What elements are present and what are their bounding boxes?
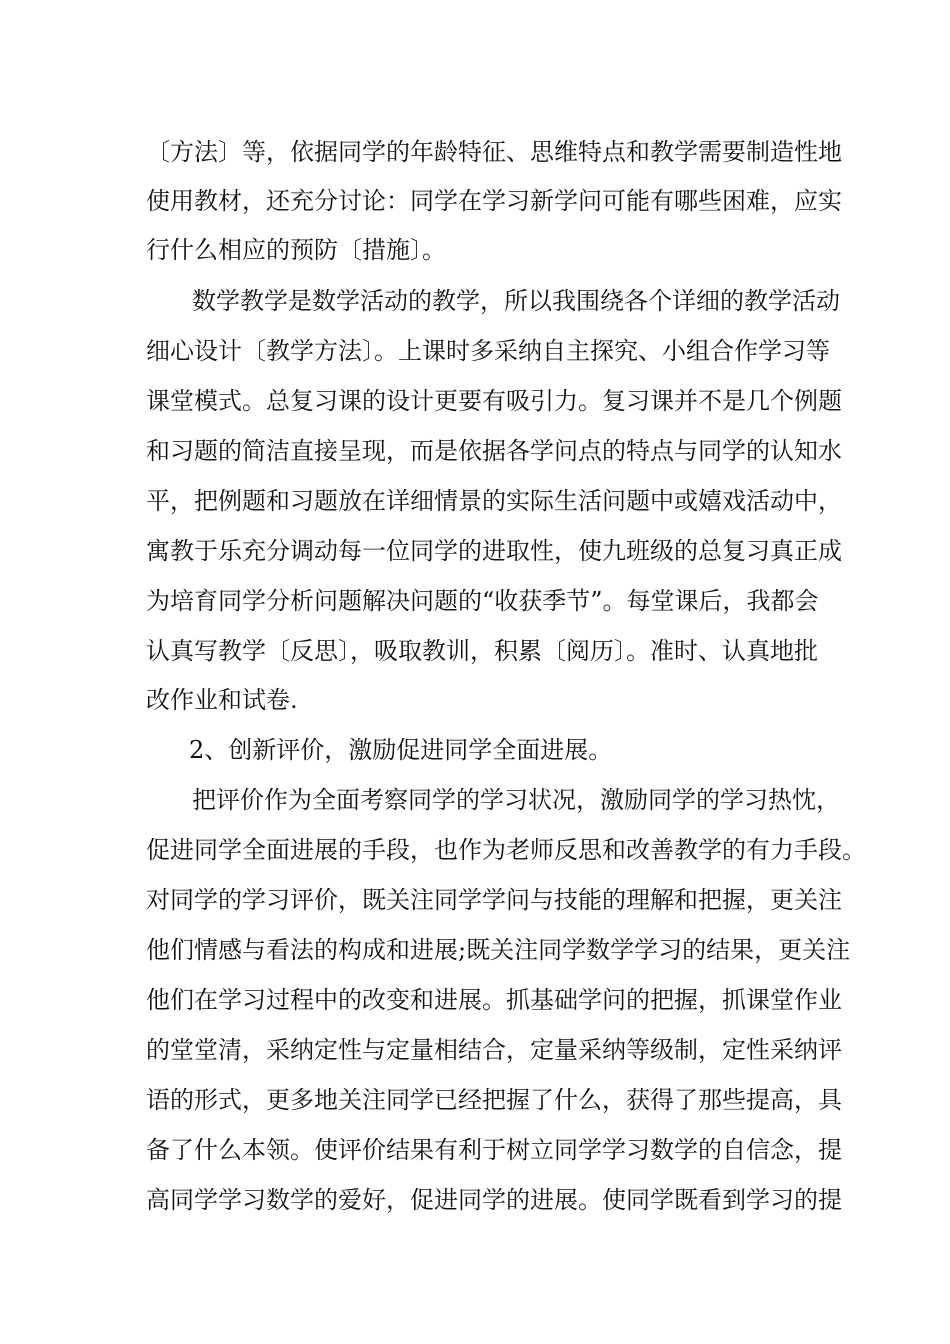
- text-line: 促进同学全面进展的手段，也作为老师反思和改善教学的有力手段。: [146, 836, 866, 864]
- text-line: 为培育同学分析问题解决问题的“收获季节”。每堂课后，我都会: [146, 587, 819, 615]
- text-line: 把评价作为全面考察同学的学习状况，激励同学的学习热忱，: [192, 786, 840, 814]
- text-line: 备了什么本领。使评价结果有利于树立同学学习数学的自信念，提: [146, 1136, 842, 1164]
- text-line: 行什么相应的预防〔措施〕。: [146, 236, 446, 264]
- text-line: 细心设计〔教学方法〕。上课时多采纳自主探究、小组合作学习等: [146, 337, 830, 365]
- text-line: 课堂模式。总复习课的设计更要有吸引力。复习课并不是几个例题: [146, 387, 842, 415]
- text-line: 使用教材，还充分讨论：同学在学习新学问可能有哪些困难，应实: [146, 187, 842, 215]
- text-line: 语的形式，更多地关注同学已经把握了什么，获得了那些提高，具: [146, 1086, 842, 1114]
- text-line: 的堂堂清，采纳定性与定量相结合，定量采纳等级制，定性采纳评: [146, 1036, 842, 1064]
- text-line: 对同学的学习评价，既关注同学学问与技能的理解和把握，更关注: [146, 886, 842, 914]
- text-line: 改作业和试卷.: [146, 686, 298, 714]
- text-line: 寓教于乐充分调动每一位同学的进取性，使九班级的总复习真正成: [146, 537, 842, 565]
- text-line: 他们在学习过程中的改变和进展。抓基础学问的把握，抓课堂作业: [146, 986, 842, 1014]
- text-line: 平，把例题和习题放在详细情景的实际生活问题中或嬉戏活动中，: [146, 487, 842, 515]
- text-line: 数学教学是数学活动的教学，所以我围绕各个详细的教学活动: [192, 287, 840, 315]
- section-heading: 2、创新评价，激励促进同学全面进展。: [189, 736, 613, 764]
- text-line: 〔方法〕等，依据同学的年龄特征、思维特点和教学需要制造性地: [146, 138, 842, 166]
- text-line: 高同学学习数学的爱好，促进同学的进展。使同学既看到学习的提: [146, 1186, 842, 1214]
- text-line: 和习题的简洁直接呈现，而是依据各学问点的特点与同学的认知水: [146, 437, 842, 465]
- text-line: 认真写教学〔反思〕，吸取教训，积累〔阅历〕。准时、认真地批: [146, 637, 818, 665]
- text-line: 他们情感与看法的构成和进展;既关注同学数学学习的结果，更关注: [146, 936, 851, 964]
